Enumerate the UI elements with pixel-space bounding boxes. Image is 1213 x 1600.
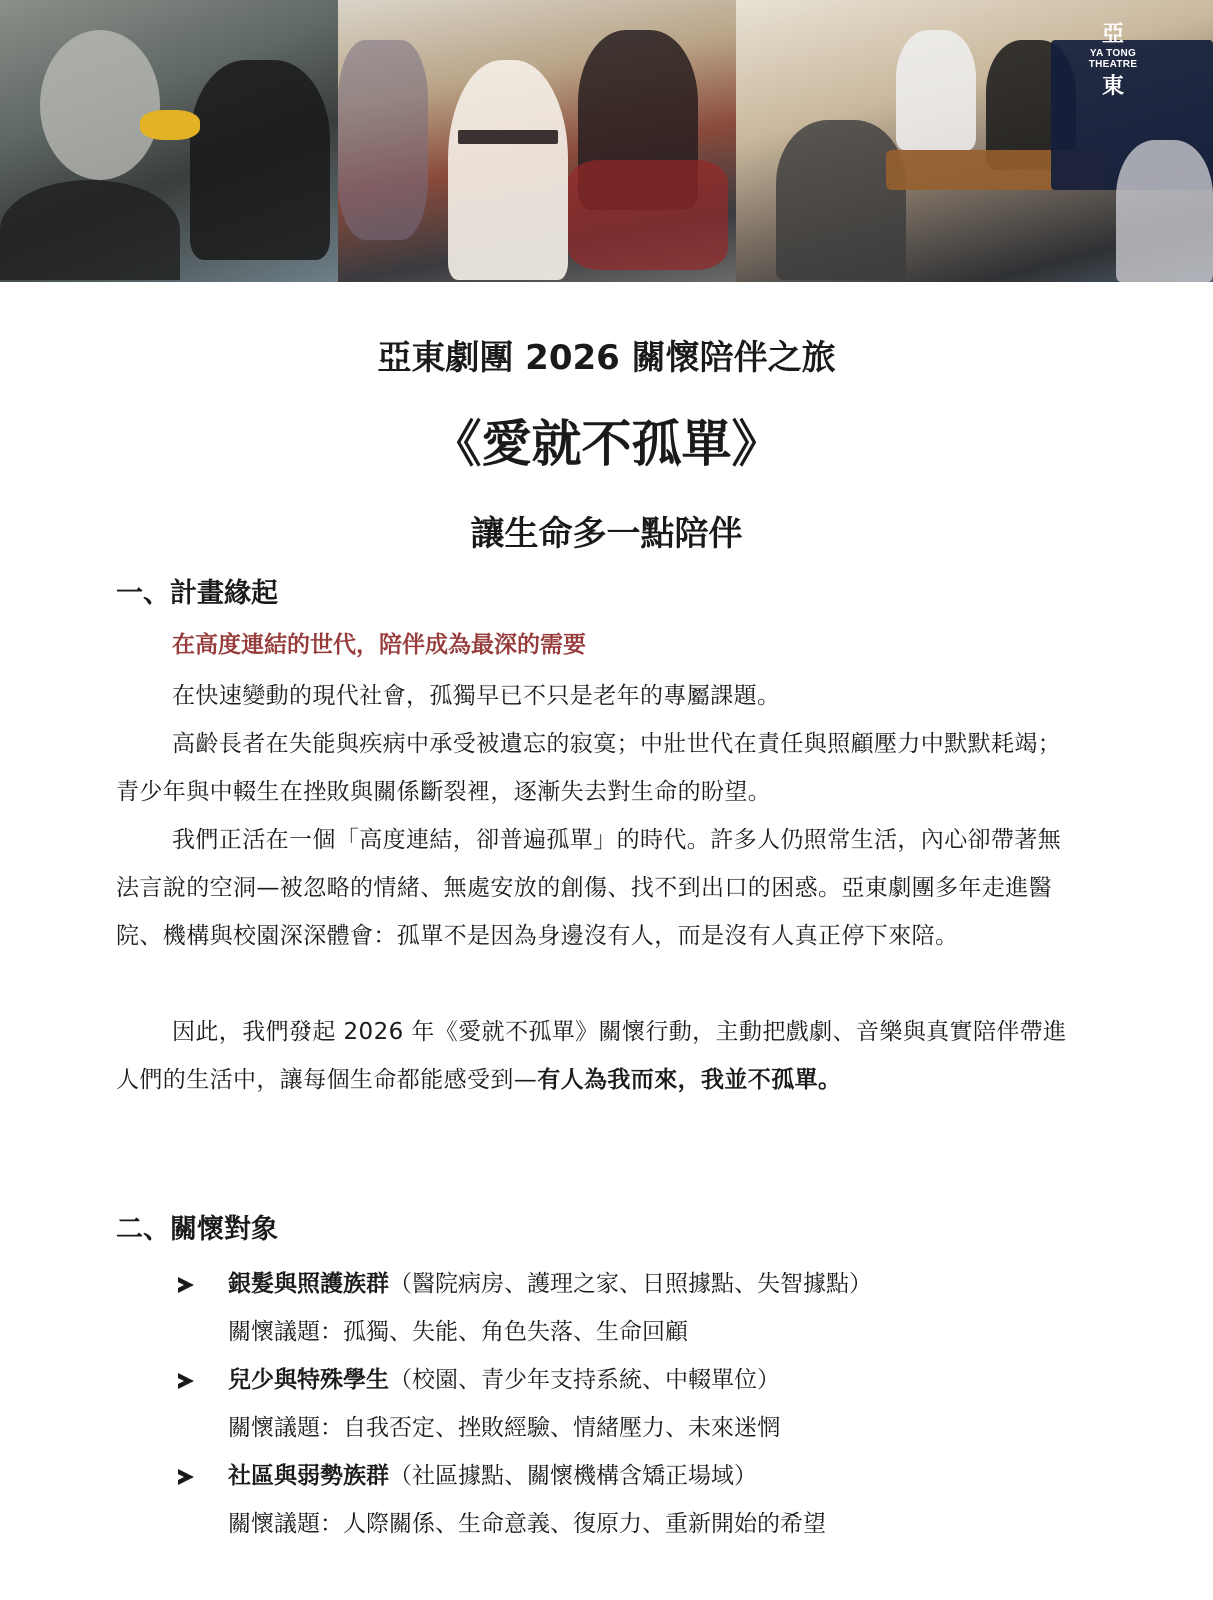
target-places: （校園、青少年支持系統、中輟單位） bbox=[389, 1367, 780, 1393]
list-item bbox=[178, 1356, 1098, 1452]
target-places: （醫院病房、護理之家、日照據點、失智據點） bbox=[389, 1271, 872, 1297]
list-item bbox=[178, 1452, 1098, 1548]
photo-music-performance bbox=[736, 0, 1213, 282]
logo-char-2: 東 bbox=[1101, 73, 1124, 99]
photo-strip bbox=[0, 0, 1213, 282]
photo-holding-hands-wheelchair bbox=[338, 0, 736, 282]
page-title: 《愛就不孤單》 bbox=[431, 415, 782, 473]
target-list bbox=[178, 1260, 1098, 1548]
paragraph-2: 高齡長者在失能與疾病中承受被遺忘的寂寞；中壯世代在責任與照顧壓力中默默耗竭；青少年與中輟生在挫敗與關係斷裂裡，逐漸失去對生命的盼望。 bbox=[116, 731, 1062, 805]
target-group: 兒少與特殊學生 bbox=[228, 1367, 389, 1393]
paragraph-4-lead: 因此，我們發起 2026 年《愛就不孤單》關懷行動，主動把戲劇、音樂與真實陪伴帶進人們的生活中，讓每個生命都能感受到— bbox=[116, 1019, 1067, 1093]
target-issues: 關懷議題：人際關係、生命意義、復原力、重新開始的希望 bbox=[228, 1511, 826, 1537]
section-2-title: 二、關懷對象 bbox=[116, 1214, 278, 1245]
logo-text: YA TONG THEATRE bbox=[1088, 48, 1138, 70]
ya-tong-theatre-logo bbox=[1071, 22, 1155, 98]
paragraph-1: 在快速變動的現代社會，孤獨早已不只是老年的專屬課題。 bbox=[172, 683, 781, 709]
section-1-subhead: 在高度連結的世代，陪伴成為最深的需要 bbox=[172, 632, 586, 658]
arrow-bullet-icon bbox=[178, 1277, 194, 1293]
page-subtitle: 讓生命多一點陪伴 bbox=[470, 514, 743, 554]
logo-char-1: 亞 bbox=[1101, 21, 1124, 47]
target-group: 銀髮與照護族群 bbox=[228, 1271, 389, 1297]
target-places: （社區據點、關懷機構含矯正場域） bbox=[389, 1463, 757, 1489]
arrow-bullet-icon bbox=[178, 1469, 194, 1485]
target-issues: 關懷議題：孤獨、失能、角色失落、生命回顧 bbox=[228, 1319, 688, 1345]
arrow-bullet-icon bbox=[178, 1373, 194, 1389]
paragraph-4 bbox=[116, 1008, 1076, 1104]
paragraph-3: 我們正活在一個「高度連結，卻普遍孤單」的時代。許多人仍照常生活，內心卻帶著無法言說的空洞—被忽略的情緒、無處安放的創傷、找不到出口的困惑。亞東劇團多年走進醫院、機構與校園深深體會：孤單不是因為身邊沒有人，而是沒有人真正停下來陪。 bbox=[116, 827, 1062, 949]
target-group: 社區與弱勢族群 bbox=[228, 1463, 389, 1489]
target-issues: 關懷議題：自我否定、挫敗經驗、情緒壓力、未來迷惘 bbox=[228, 1415, 780, 1441]
header-line-1: 亞東劇團 2026 關懷陪伴之旅 bbox=[377, 338, 836, 378]
section-1-title: 一、計畫緣起 bbox=[116, 578, 278, 609]
photo-volunteers-with-elder bbox=[0, 0, 338, 282]
paragraph-4-emphasis: 有人為我而來，我並不孤單。 bbox=[537, 1067, 842, 1093]
list-item bbox=[178, 1260, 1098, 1356]
